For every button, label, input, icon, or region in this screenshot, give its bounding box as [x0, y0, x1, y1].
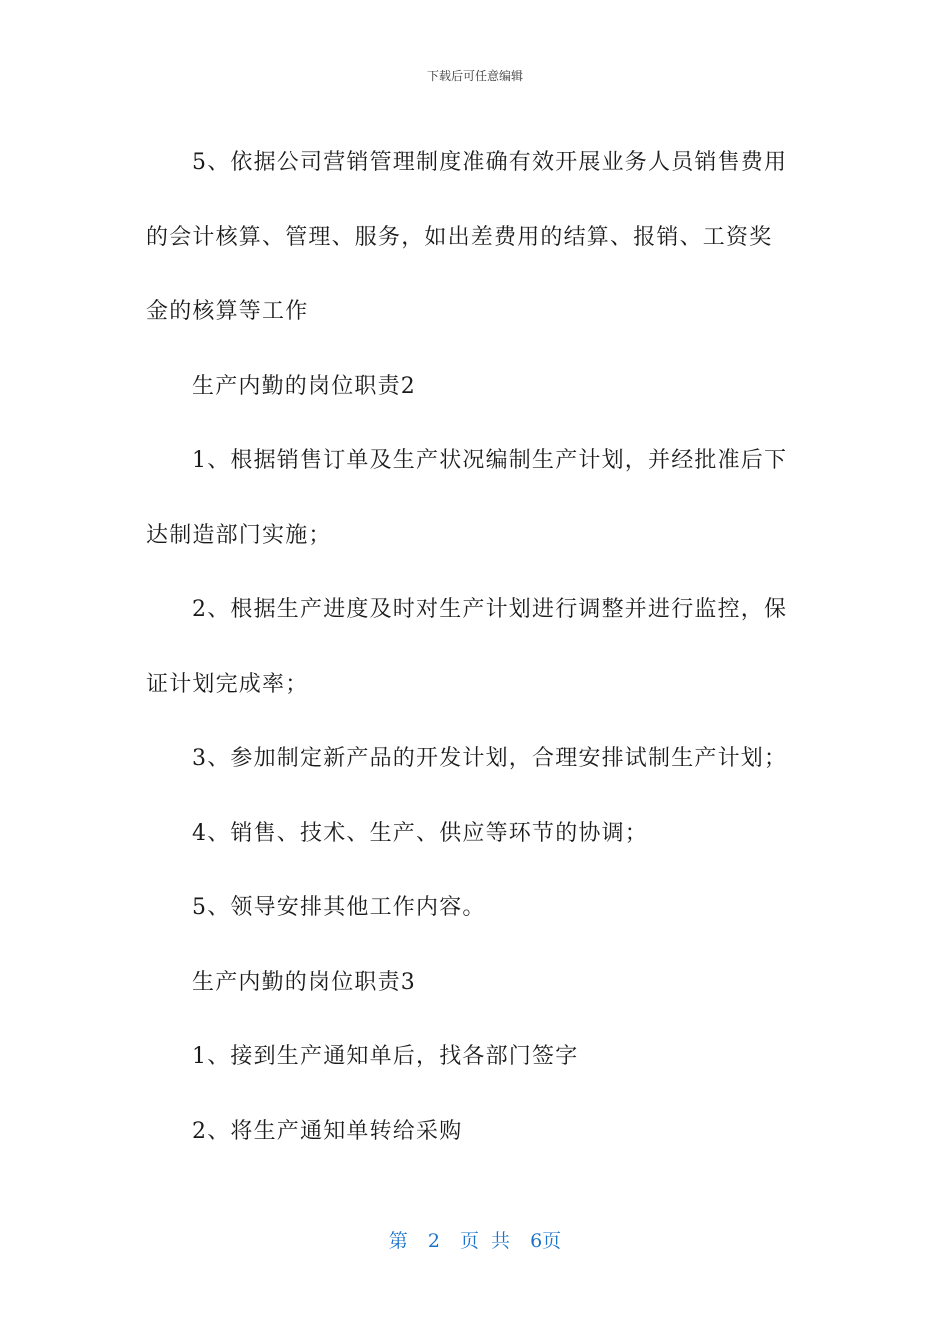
body-line-7: 2、根据生产进度及时对生产计划进行调整并进行监控，保 [192, 597, 788, 622]
body-line-1: 5、依据公司营销管理制度准确有效开展业务人员销售费用 [192, 150, 788, 175]
body-line-13: 1、接到生产通知单后，找各部门签字 [192, 1044, 579, 1069]
document-body [146, 126, 806, 1169]
header-note: 下载后可任意编辑 [426, 69, 523, 83]
body-line-3: 金的核算等工作 [146, 299, 309, 324]
footer-current-page: 2 [427, 1230, 440, 1252]
section-heading-2: 生产内勤的岗位职责2 [192, 373, 416, 399]
body-line-14: 2、将生产通知单转给采购 [192, 1118, 463, 1144]
body-line-8: 证计划完成率； [146, 671, 309, 697]
body-line-9: 3、参加制定新产品的开发计划，合理安排试制生产计划； [192, 746, 788, 771]
footer-prefix: 第 [388, 1230, 408, 1252]
page-footer [0, 1226, 950, 1253]
footer-mid: 页 共 [460, 1230, 511, 1252]
body-line-10: 4、销售、技术、生产、供应等环节的协调； [192, 820, 648, 846]
body-line-5: 1、根据销售订单及生产状况编制生产计划，并经批准后下 [192, 448, 788, 473]
body-line-11: 5、领导安排其他工作内容。 [192, 895, 486, 920]
body-line-6: 达制造部门实施； [146, 522, 332, 548]
body-line-2: 的会计核算、管理、服务，如出差费用的结算、报销、工资奖 [146, 224, 773, 250]
footer-total-pages: 6页 [530, 1230, 562, 1252]
section-heading-3: 生产内勤的岗位职责3 [192, 969, 416, 995]
